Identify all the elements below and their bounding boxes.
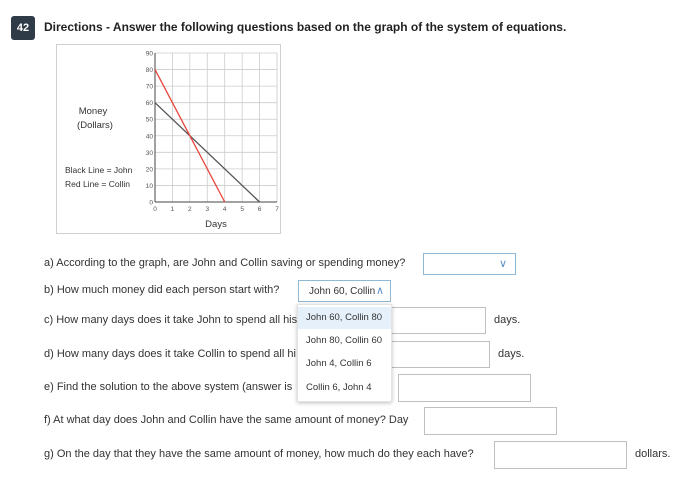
- collin-days-unit: days.: [498, 348, 525, 360]
- y-tick-label: 60: [145, 100, 153, 108]
- directions-text: Directions - Answer the following questions based on the graph of the system of equations.: [44, 20, 567, 34]
- option-john60-collin80[interactable]: John 60, Collin 80: [298, 307, 391, 329]
- option-john80-collin60[interactable]: John 80, Collin 60: [306, 335, 383, 346]
- y-axis-label-line2: (Dollars): [77, 120, 113, 131]
- same-amount-input[interactable]: [494, 441, 627, 469]
- dollars-unit: dollars.: [635, 448, 671, 460]
- question-f: f) At what day does John and Collin have the same amount of money? Day: [44, 414, 409, 426]
- y-tick-label: 70: [145, 83, 153, 91]
- y-tick-label: 90: [145, 50, 153, 58]
- chevron-down-icon: ∨: [498, 258, 507, 270]
- x-tick-label: 0: [153, 206, 157, 213]
- saving-spending-select[interactable]: [423, 253, 516, 275]
- question-a: a) According to the graph, are John and Collin saving or spending money?: [44, 257, 406, 269]
- graph-panel: [56, 44, 281, 234]
- john-days-unit: days.: [494, 314, 521, 326]
- x-tick-label: 4: [222, 206, 227, 213]
- x-tick-label: 7: [275, 206, 279, 213]
- starting-money-dropdown: [297, 304, 392, 402]
- starting-money-selected-value: John 60, Collin: [309, 286, 376, 297]
- y-tick-label: 20: [145, 166, 153, 174]
- question-g: g) On the day that they have the same amount of money, how much do they each have?: [44, 448, 474, 460]
- collin-days-input[interactable]: [390, 341, 490, 368]
- x-tick-label: 2: [188, 206, 192, 213]
- y-tick-label: 0: [149, 199, 153, 207]
- system-graph: [57, 45, 280, 233]
- x-tick-label: 3: [205, 206, 210, 213]
- y-axis-label-line1: Money: [78, 106, 108, 117]
- john-days-input[interactable]: [390, 307, 486, 334]
- option-collin6-john4[interactable]: Collin 6, John 4: [306, 382, 372, 393]
- legend-red-line: Red Line = Collin: [65, 179, 130, 189]
- same-day-input[interactable]: [424, 407, 557, 435]
- y-tick-label: 10: [145, 182, 153, 190]
- question-c: c) How many days does it take John to spend all his: [44, 314, 298, 326]
- solution-input[interactable]: [398, 374, 531, 402]
- x-tick-label: 5: [240, 206, 244, 213]
- option-john4-collin6[interactable]: John 4, Collin 6: [306, 358, 372, 369]
- question-d: d) How many days does it take Collin to spend all hi: [44, 348, 296, 360]
- chevron-up-icon: ∧: [375, 285, 384, 297]
- x-tick-label: 1: [170, 206, 175, 213]
- y-tick-label: 30: [145, 149, 153, 157]
- question-b: b) How much money did each person start with?: [44, 284, 280, 296]
- question-e: e) Find the solution to the above system (answer is: [44, 381, 293, 393]
- legend-black-line: Black Line = John: [65, 165, 133, 175]
- x-tick-label: 6: [257, 206, 262, 213]
- y-tick-label: 40: [145, 133, 153, 141]
- question-number-badge: 42: [11, 16, 35, 40]
- starting-money-select[interactable]: [298, 280, 391, 302]
- x-axis-label: Days: [205, 219, 227, 230]
- y-tick-label: 80: [145, 67, 153, 75]
- y-tick-label: 50: [145, 116, 153, 124]
